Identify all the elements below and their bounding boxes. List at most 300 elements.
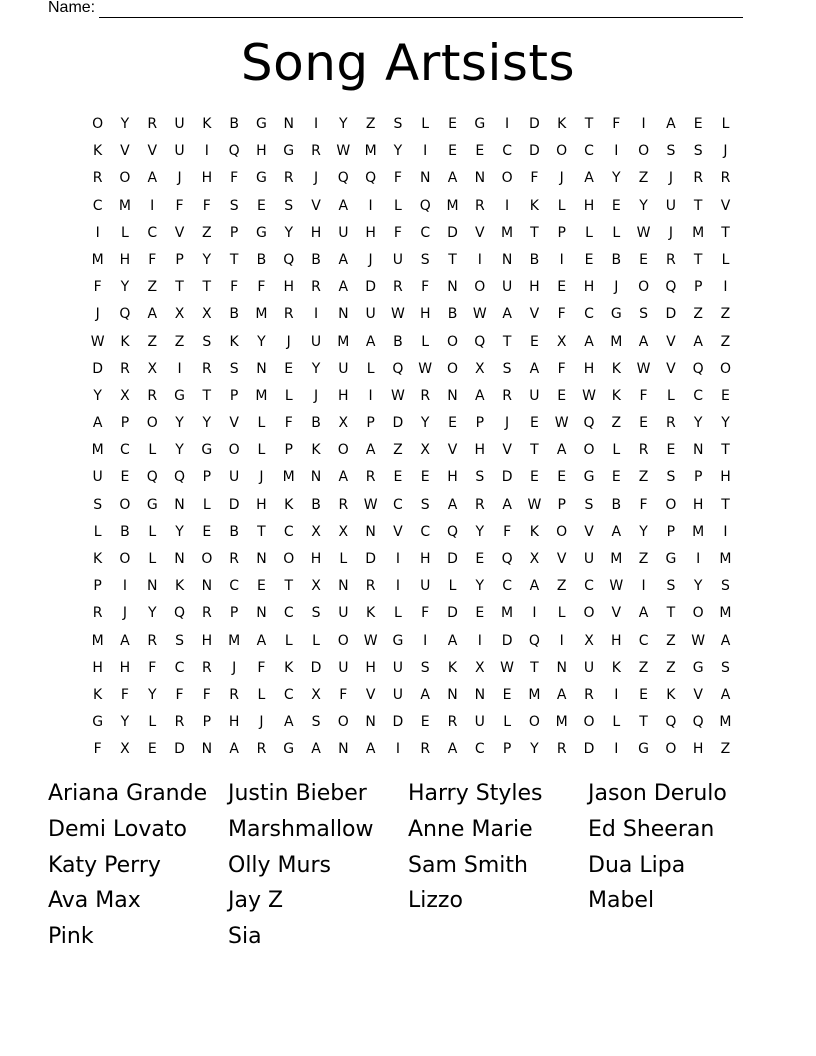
grid-letter: X [311, 523, 321, 540]
grid-letter: A [338, 469, 349, 486]
word-bank-item: Marshmallow [228, 816, 374, 842]
grid-letter: K [557, 116, 567, 132]
grid-letter: J [259, 469, 264, 486]
grid-letter: C [147, 224, 158, 241]
grid-letter: I [423, 632, 428, 649]
grid-letter: I [505, 197, 510, 214]
grid-letter: H [419, 306, 431, 323]
grid-letter: H [692, 741, 704, 758]
grid-letter: A [338, 251, 349, 268]
grid-letter: L [312, 632, 320, 649]
letter-grid [84, 111, 739, 764]
grid-letter: A [447, 741, 458, 758]
grid-letter: P [202, 714, 212, 731]
grid-letter: S [229, 197, 239, 214]
grid-letter: S [666, 469, 676, 486]
grid-letter: E [721, 387, 730, 404]
grid-letter: V [147, 143, 158, 160]
grid-letter: C [502, 143, 512, 160]
grid-letter: N [447, 279, 458, 296]
grid-letter: L [257, 686, 266, 703]
grid-letter: O [501, 170, 513, 187]
grid-letter: E [557, 387, 567, 404]
grid-letter: E [147, 741, 157, 758]
grid-letter: K [529, 523, 539, 540]
grid-letter: Y [639, 197, 648, 214]
grid-letter: L [148, 714, 157, 731]
grid-letter: A [365, 442, 376, 459]
grid-letter: Q [692, 360, 704, 377]
grid-letter: I [423, 143, 428, 160]
grid-letter: D [529, 116, 540, 132]
grid-letter: I [614, 686, 619, 703]
grid-letter: W [582, 387, 596, 404]
grid-letter: T [175, 279, 184, 296]
grid-letter: A [147, 306, 158, 323]
grid-letter: N [338, 306, 349, 323]
grid-letter: O [119, 496, 131, 513]
grid-letter: A [529, 360, 540, 377]
grid-letter: F [148, 251, 157, 268]
grid-letter: K [93, 551, 103, 567]
grid-letter: T [721, 442, 730, 459]
grid-letter: D [447, 224, 458, 241]
grid-letter: D [92, 360, 104, 377]
grid-letter: M [719, 714, 732, 731]
grid-letter: Z [720, 306, 731, 323]
grid-letter: A [502, 306, 512, 323]
grid-letter: L [612, 714, 621, 731]
grid-letter: O [665, 741, 677, 758]
grid-letter: X [120, 741, 130, 758]
grid-letter: K [284, 496, 294, 513]
grid-letter: K [611, 387, 621, 404]
grid-letter: W [90, 333, 105, 350]
grid-letter: I [477, 632, 482, 649]
grid-letter: R [283, 306, 294, 323]
grid-letter: J [723, 143, 728, 160]
grid-letter: V [475, 224, 485, 241]
word-bank-item: Ed Sheeran [588, 816, 715, 842]
grid-letter: J [505, 415, 510, 432]
grid-letter: M [501, 605, 514, 622]
grid-letter: K [366, 605, 376, 622]
grid-letter: X [338, 415, 349, 432]
grid-letter: S [666, 578, 676, 595]
grid-letter: J [559, 170, 564, 187]
grid-letter: F [93, 279, 102, 296]
grid-letter: L [585, 224, 593, 241]
grid-letter: G [92, 714, 104, 731]
grid-letter: Q [228, 143, 240, 160]
grid-letter: T [257, 523, 266, 540]
grid-letter: U [392, 686, 404, 703]
grid-letter: M [719, 551, 732, 567]
grid-letter: N [256, 360, 267, 377]
grid-letter: J [668, 170, 673, 187]
grid-letter: Y [475, 578, 485, 595]
grid-letter: X [174, 306, 185, 323]
grid-letter: Q [692, 714, 704, 731]
grid-letter: Q [174, 469, 186, 486]
name-field[interactable] [48, 0, 743, 18]
grid-letter: J [668, 224, 673, 241]
grid-letter: H [338, 387, 349, 404]
grid-letter: F [230, 170, 239, 187]
grid-letter: B [393, 333, 403, 350]
grid-letter: W [336, 143, 351, 160]
grid-letter: M [118, 197, 131, 214]
grid-letter: F [175, 686, 184, 703]
grid-letter: I [614, 143, 619, 160]
grid-letter: K [284, 659, 294, 676]
grid-letter: G [174, 387, 185, 404]
grid-letter: P [693, 279, 703, 296]
grid-letter: S [721, 578, 730, 595]
word-bank-item: Lizzo [408, 888, 463, 914]
grid-letter: O [283, 551, 295, 567]
grid-letter: W [363, 632, 378, 649]
grid-letter: X [338, 523, 349, 540]
grid-letter: P [557, 496, 566, 513]
grid-letter: A [229, 741, 239, 758]
grid-letter: H [611, 632, 622, 649]
grid-letter: O [719, 360, 731, 377]
grid-letter: S [584, 496, 594, 513]
grid-letter: N [447, 686, 458, 703]
word-bank-item: Justin Bieber [228, 781, 367, 806]
grid-letter: R [420, 387, 431, 404]
grid-letter: G [146, 496, 158, 513]
grid-letter: R [229, 686, 239, 703]
grid-letter: K [529, 197, 539, 214]
grid-letter: M [282, 469, 295, 486]
word-bank-item: Ariana Grande [48, 781, 208, 806]
grid-letter: Q [119, 306, 131, 323]
grid-letter: Y [120, 116, 130, 132]
grid-letter: Y [721, 415, 730, 432]
grid-letter: N [365, 714, 376, 731]
grid-letter: K [93, 143, 103, 160]
grid-letter: B [256, 251, 267, 268]
grid-letter: L [202, 496, 211, 513]
grid-letter: R [666, 415, 676, 432]
grid-letter: K [611, 659, 621, 676]
grid-letter: X [584, 632, 594, 649]
grid-letter: D [392, 714, 404, 731]
grid-letter: D [310, 659, 322, 676]
grid-letter: Q [446, 523, 459, 540]
grid-letter: U [583, 659, 595, 676]
grid-letter: A [92, 415, 103, 432]
grid-letter: F [639, 496, 648, 513]
grid-letter: U [338, 659, 349, 676]
grid-letter: P [666, 523, 676, 540]
grid-letter: C [92, 197, 103, 214]
grid-letter: L [421, 333, 430, 350]
grid-letter: Y [147, 605, 157, 622]
word-bank-item: Jay Z [228, 888, 284, 914]
grid-letter: W [636, 360, 651, 377]
grid-letter: F [557, 360, 566, 377]
grid-letter: Q [474, 333, 486, 350]
grid-letter: S [202, 333, 212, 350]
grid-letter: B [611, 251, 622, 268]
grid-letter: N [174, 496, 185, 513]
grid-letter: L [394, 197, 402, 214]
grid-letter: R [174, 714, 185, 731]
grid-letter: O [583, 605, 595, 622]
grid-letter: W [527, 496, 542, 513]
grid-letter: V [502, 442, 512, 459]
grid-letter: H [447, 469, 458, 486]
grid-letter: U [365, 306, 376, 323]
grid-letter: Z [611, 415, 622, 432]
grid-letter: T [721, 224, 730, 241]
grid-letter: F [421, 279, 430, 296]
grid-letter: B [229, 306, 239, 323]
word-bank-item: Olly Murs [228, 852, 331, 878]
grid-letter: B [311, 251, 321, 268]
grid-letter: X [120, 387, 130, 404]
grid-letter: U [392, 251, 404, 268]
grid-letter: Q [283, 251, 295, 268]
grid-letter: A [556, 686, 567, 703]
grid-letter: D [447, 605, 458, 622]
grid-letter: I [723, 523, 728, 540]
grid-letter: P [93, 578, 102, 595]
grid-letter: H [119, 251, 131, 268]
grid-letter: Q [174, 605, 186, 622]
grid-letter: U [310, 333, 322, 350]
grid-letter: N [474, 686, 486, 703]
grid-letter: B [120, 523, 130, 540]
grid-letter: F [393, 224, 402, 241]
grid-letter: P [693, 469, 703, 486]
grid-letter: T [229, 251, 239, 268]
grid-letter: I [505, 116, 510, 132]
grid-letter: B [529, 251, 540, 268]
grid-letter: Y [311, 360, 321, 377]
grid-letter: P [284, 442, 293, 459]
grid-letter: B [229, 523, 239, 540]
grid-letter: L [721, 251, 730, 268]
grid-letter: P [366, 415, 375, 432]
grid-letter: W [500, 659, 515, 676]
grid-letter: M [446, 197, 459, 214]
grid-letter: R [447, 714, 458, 731]
grid-letter: T [721, 496, 730, 513]
grid-letter: Z [202, 224, 212, 241]
grid-letter: O [665, 496, 677, 513]
grid-letter: L [284, 632, 293, 649]
grid-letter: W [472, 306, 487, 323]
grid-letter: F [202, 197, 211, 214]
grid-letter: H [365, 224, 376, 241]
grid-letter: F [120, 686, 129, 703]
grid-letter: T [584, 116, 594, 132]
grid-letter: E [693, 116, 703, 132]
grid-letter: L [612, 442, 621, 459]
grid-letter: G [474, 116, 486, 132]
grid-letter: C [584, 306, 594, 323]
grid-letter: J [614, 279, 619, 296]
grid-letter: D [174, 741, 185, 758]
grid-letter: B [311, 496, 321, 513]
grid-letter: F [148, 659, 157, 676]
grid-letter: Q [392, 360, 404, 377]
grid-letter: L [257, 415, 266, 432]
grid-letter: Y [339, 116, 348, 132]
grid-letter: T [284, 578, 293, 595]
grid-letter: T [639, 714, 648, 731]
grid-letter: G [692, 659, 704, 676]
grid-letter: V [365, 686, 376, 703]
grid-letter: Y [120, 714, 130, 731]
grid-letter: S [93, 496, 103, 513]
grid-letter: B [447, 306, 458, 323]
grid-letter: R [338, 496, 349, 513]
grid-letter: K [202, 116, 212, 132]
grid-letter: G [583, 469, 595, 486]
word-bank-item: Ava Max [48, 888, 141, 914]
grid-letter: Q [337, 170, 349, 187]
grid-letter: I [177, 360, 182, 377]
grid-letter: V [666, 360, 676, 377]
grid-letter: X [147, 360, 158, 377]
grid-letter: W [390, 387, 405, 404]
grid-letter: R [201, 605, 212, 622]
grid-letter: G [392, 632, 404, 649]
grid-letter: E [257, 578, 266, 595]
grid-letter: C [474, 741, 485, 758]
grid-letter: G [638, 741, 650, 758]
grid-letter: X [556, 333, 567, 350]
grid-letter: I [395, 578, 400, 595]
grid-letter: F [612, 116, 621, 132]
grid-letter: C [693, 387, 704, 404]
grid-letter: E [420, 469, 430, 486]
grid-letter: X [420, 442, 430, 459]
grid-letter: I [641, 116, 646, 132]
grid-letter: Q [583, 415, 595, 432]
grid-letter: J [313, 170, 319, 187]
grid-letter: V [229, 415, 239, 432]
grid-letter: C [502, 578, 512, 595]
grid-letter: R [556, 741, 567, 758]
grid-letter: H [256, 496, 267, 513]
grid-letter: G [665, 551, 677, 567]
grid-letter: I [559, 251, 564, 268]
grid-letter: Q [665, 714, 677, 731]
grid-letter: S [639, 306, 649, 323]
grid-letter: S [229, 360, 239, 377]
grid-letter: V [693, 686, 703, 703]
grid-letter: S [311, 714, 321, 731]
grid-letter: A [666, 116, 676, 132]
grid-letter: E [448, 415, 457, 432]
grid-letter: U [583, 551, 595, 567]
grid-letter: O [638, 279, 650, 296]
grid-letter: F [257, 279, 266, 296]
grid-letter: U [529, 387, 540, 404]
grid-letter: M [501, 224, 514, 241]
grid-letter: R [666, 251, 676, 268]
grid-letter: F [530, 170, 539, 187]
grid-letter: I [204, 143, 209, 160]
grid-letter: A [447, 496, 458, 513]
grid-letter: L [93, 523, 102, 540]
grid-letter: F [421, 605, 430, 622]
grid-letter: B [611, 496, 622, 513]
grid-letter: I [313, 116, 319, 132]
grid-letter: I [313, 306, 319, 323]
grid-letter: Y [475, 523, 485, 540]
grid-letter: Q [365, 170, 377, 187]
grid-letter: T [448, 251, 457, 268]
grid-letter: A [338, 279, 349, 296]
grid-letter: K [174, 578, 185, 595]
grid-letter: M [528, 686, 541, 703]
grid-letter: F [393, 170, 402, 187]
grid-letter: A [447, 170, 458, 187]
grid-letter: O [556, 143, 568, 160]
grid-letter: A [556, 442, 567, 459]
grid-letter: R [120, 360, 130, 377]
grid-letter: F [175, 197, 184, 214]
grid-letter: N [174, 551, 185, 567]
grid-letter: Q [501, 551, 513, 567]
grid-letter: H [310, 224, 322, 241]
grid-letter: V [666, 333, 676, 350]
grid-letter: L [421, 116, 430, 132]
grid-letter: E [257, 197, 266, 214]
grid-letter: X [311, 578, 321, 595]
grid-letter: N [692, 442, 704, 459]
grid-letter: V [393, 523, 403, 540]
grid-letter: O [692, 605, 704, 622]
grid-letter: T [202, 387, 212, 404]
grid-letter: O [337, 632, 349, 649]
grid-letter: C [584, 578, 594, 595]
grid-letter: V [556, 551, 567, 567]
grid-letter: M [337, 333, 350, 350]
grid-letter: P [202, 469, 212, 486]
grid-letter: K [611, 360, 621, 377]
grid-letter: A [584, 333, 594, 350]
grid-letter: R [201, 659, 212, 676]
grid-letter: Y [693, 578, 703, 595]
grid-letter: A [638, 605, 649, 622]
grid-letter: I [723, 279, 728, 296]
grid-letter: A [256, 632, 267, 649]
name-underline [99, 2, 743, 18]
word-bank-item: Sam Smith [408, 852, 528, 878]
grid-letter: D [665, 306, 677, 323]
grid-letter: V [720, 197, 731, 214]
grid-letter: Z [638, 170, 649, 187]
grid-letter: L [121, 224, 129, 241]
grid-letter: M [255, 387, 268, 404]
grid-letter: K [666, 686, 676, 703]
grid-letter: H [692, 496, 704, 513]
grid-letter: Y [530, 741, 539, 758]
word-bank-item: Dua Lipa [588, 852, 686, 878]
grid-letter: R [365, 469, 376, 486]
grid-letter: V [529, 306, 540, 323]
grid-letter: D [365, 551, 376, 567]
grid-letter: W [609, 578, 624, 595]
